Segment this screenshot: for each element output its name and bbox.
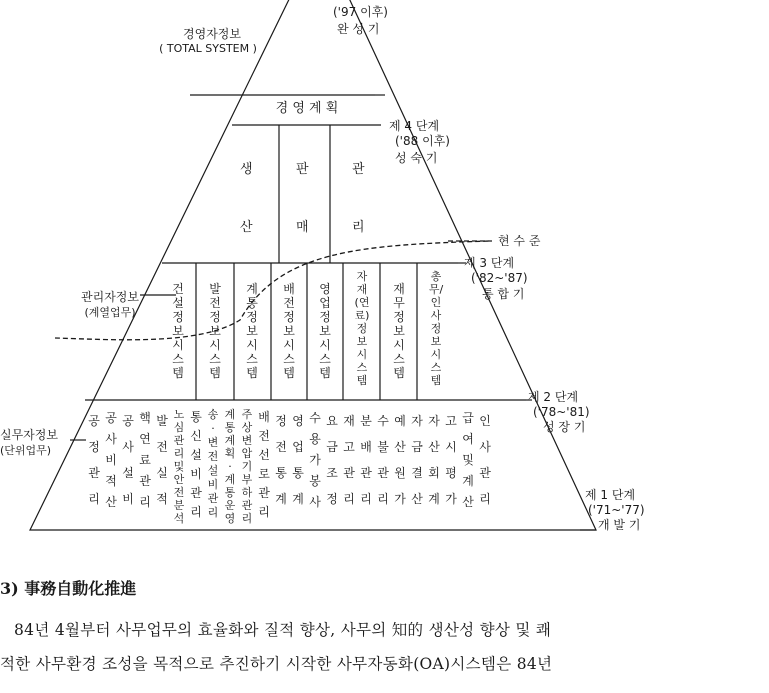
stage5-period: ('97 이후)	[333, 5, 388, 19]
task-comm-facilities: 통신설비관리	[190, 410, 202, 519]
task-payroll: 급여및계산	[462, 411, 474, 509]
task-inventory: 재고관리	[343, 414, 355, 506]
task-outage-stats: 정전통계	[275, 414, 287, 506]
task-exam-evaluation: 고시평가	[445, 414, 457, 506]
task-asset-accounting: 자산회계	[428, 414, 440, 506]
stage1-period: ('71~'77)	[588, 503, 645, 517]
stage3-name: 통 합 기	[482, 287, 525, 301]
stage4-period: ('88 이후)	[395, 134, 450, 148]
task-allocation: 분배관리	[360, 414, 372, 506]
task-construction-cost: 공사비적산	[105, 411, 117, 509]
stage4-name: 성 숙 기	[395, 151, 438, 165]
mid-col-admin-top: 관	[352, 162, 365, 177]
stage5-name: 완 성 기	[337, 22, 380, 36]
task-nuclear-fuel: 핵연료관리	[139, 411, 151, 509]
manager-info-label: 관리자정보	[81, 290, 139, 304]
section-heading: 3) 事務自動化推進	[0, 579, 137, 598]
stage4-title: 제 4 단계	[389, 119, 440, 133]
paragraph-line-2: 적한 사무환경 조성을 목적으로 추진하기 시작한 사무자동화(OA)시스템은 84년	[0, 655, 553, 673]
mid-col-production-bottom: 산	[240, 220, 253, 235]
system-finance: 재무정보시스템	[393, 282, 405, 380]
task-rate-adjust: 요금조정	[326, 414, 338, 506]
mid-col-admin-bottom: 리	[352, 220, 365, 235]
task-grid-planning: 계통계획·계통운영	[224, 408, 236, 525]
current-level-label: 현 수 준	[498, 234, 541, 248]
task-fund-settlement: 자금결산	[411, 414, 423, 506]
system-grid: 계통정보시스템	[246, 282, 258, 380]
stage2-title: 제 2 단계	[528, 390, 579, 404]
system-general-affairs: 총무/인사정보시스템	[428, 270, 444, 387]
task-generation-record: 발전실적	[156, 414, 168, 506]
task-transmission-facilities: 송·변전설비관리	[207, 408, 219, 519]
management-plan: 경 영 계 획	[275, 101, 339, 116]
worker-info-sub: (단위업무)	[0, 444, 52, 457]
paragraph-line-1: 84년 4월부터 사무업무의 효율화와 질적 향상, 사무의 知的 생산성 향상 및 쾌	[14, 621, 552, 639]
stage2-period: ('78~'81)	[533, 405, 590, 419]
task-transformer-load: 주상변압기부하관리	[241, 408, 253, 525]
system-construction: 건설정보시스템	[172, 282, 184, 380]
system-sales: 영업정보시스템	[319, 282, 331, 380]
stage1-name: 개 발 기	[598, 518, 641, 532]
worker-info-label: 실무자정보	[0, 428, 58, 442]
manager-info-sub: (계열업무)	[84, 306, 136, 319]
task-sales-stats: 영업통계	[292, 414, 304, 506]
task-receipt-disbursement: 수불관리	[377, 414, 389, 506]
mid-col-sales-bottom: 매	[296, 220, 309, 235]
system-distribution: 배전정보시스템	[283, 282, 295, 380]
mid-col-sales-top: 판	[296, 162, 309, 177]
total-sub: ( TOTAL SYSTEM )	[159, 42, 257, 55]
system-power-generation: 발전정보시스템	[209, 282, 221, 380]
stage2-name: 성 장 기	[543, 420, 586, 434]
task-core-safety: 노심관리및안전분석	[173, 408, 185, 525]
system-materials: 자재(연료)정보시스템	[354, 270, 370, 387]
total-label: 경영자정보	[183, 27, 241, 41]
task-budget-cost: 예산원가	[394, 414, 406, 506]
stage1-title: 제 1 단계	[585, 488, 636, 502]
task-customer-service: 수용가봉사	[309, 411, 321, 509]
stage3-period: ('82~'87)	[471, 271, 528, 285]
task-construction-facilities: 공사설비	[122, 414, 134, 506]
task-process-mgmt: 공정관리	[88, 414, 100, 506]
mid-col-production-top: 생	[240, 162, 253, 177]
task-personnel: 인사관리	[479, 414, 491, 506]
task-distribution-line: 배전선로관리	[258, 410, 270, 519]
stage3-title: 제 3 단계	[464, 256, 515, 270]
